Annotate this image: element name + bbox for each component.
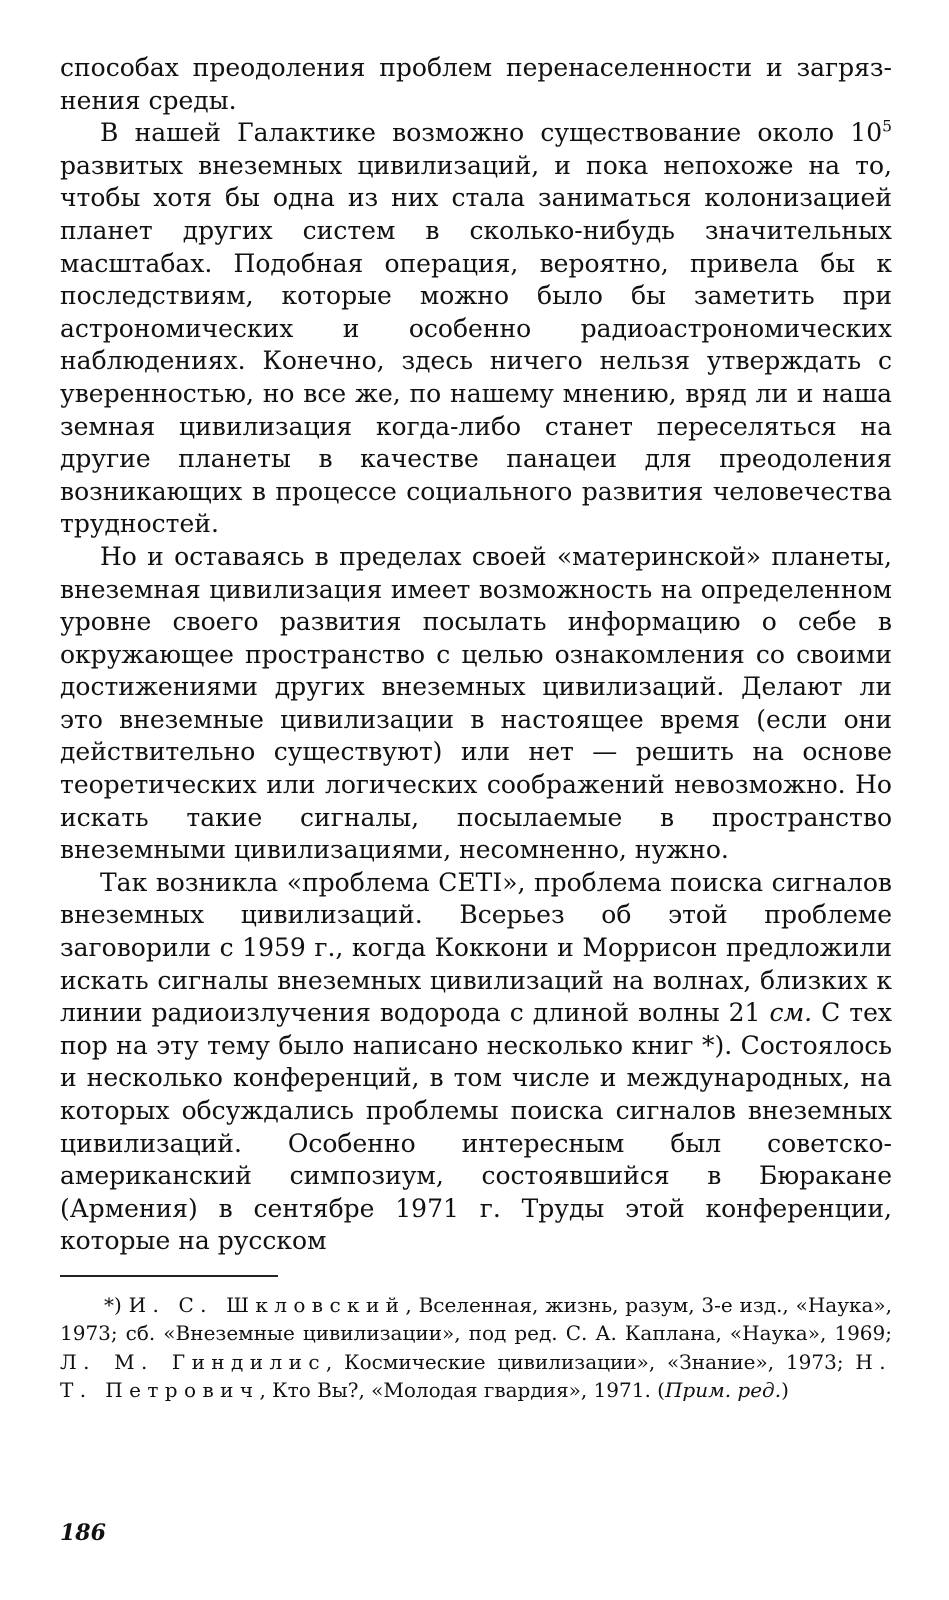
footnote-text: *) И. С. Шкловский, Вселенная, жизнь, разум, 3-е изд., «Наука», 1973; сб. «Внеземные цивилизации», под ред. С. А. Каплана, «Наука», 1969; Л. М. Гиндилис, Космические цивилизации», «Знание», 1973; Н. Т. Петрович, Кто Вы?, «Молодая гвардия», 1971. (Прим. ред.) <box>60 1292 892 1403</box>
paragraph-home-planet: Но и оставаясь в пределах своей «материнской» планеты, внеземная цивилизация имеет возможность на определенном уровне своего развития посылать информацию о себе в окружающее пространство с целью ознакомления со своими достижениями других внеземных цивилизаций. Делают ли это внеземные цивилизации в настоящее время (если они действительно существуют) или нет — решить на основе теоретических или логических соображений невозможно. Но искать такие сигналы, посылаемые в пространство внеземными цивилизациями, несомненно, нужно. <box>60 541 892 865</box>
unit-cm: см. <box>769 998 813 1028</box>
footnote-author: Н. Т. Петрович <box>60 1349 892 1403</box>
footnote-author: И. С. Шкловский <box>128 1292 406 1317</box>
book-page <box>60 52 892 1405</box>
paragraph-galaxy: В нашей Галактике возможно существование около $10^5$ развитых внеземных цивилизаций, и пока непохоже на то, чтобы хотя бы одна из них стала заниматься колонизацией планет других систем в сколько-нибудь значительных масштабах. Подобная операция, вероятно, привела бы к последствиям, которые можно было бы заметить при астрономических и особенно радиоастрономических наблюдениях. Конечно, здесь ничего нельзя утверждать с уверенностью, но все же, по нашему мнению, вряд ли и наша земная цивилизация когда-либо станет переселяться на другие планеты в качестве панацеи для преодоления возникающих в процессе социального развития человечества трудностей. <box>60 117 892 539</box>
page-number: 186 <box>60 1520 106 1546</box>
footnote-author: Л. М. Гиндилис <box>60 1349 326 1374</box>
main-text <box>60 52 892 1258</box>
paragraph-continued: способах преодоления проблем перенаселенности и загрязнения среды. <box>60 53 892 115</box>
paragraph-ceti: Так возникла «проблема CETI», проблема поиска сигналов внеземных цивилизаций. Всерьез об этой проблеме заговорили с 1959 г., когда Коккони и Моррисон предложили искать сигналы внеземных цивилизаций на волнах, близких к линии радиоизлучения водорода с длиной волны 21 см. С тех пор на эту тему было написано несколько книг *). Состоялось и несколько конференций, в том числе и международных, на которых обсуждались проблемы поиска сигналов внеземных цивилизаций. Особенно интересным был советско-американский симпозиум, состоявшийся в Бюракане (Армения) в сентябре 1971 г. Труды этой конференции, которые на русском <box>60 867 892 1256</box>
editor-note: Прим. ред. <box>664 1378 782 1403</box>
footnote <box>60 1291 892 1405</box>
exponent: 5 <box>882 117 892 136</box>
footnote-divider <box>60 1275 278 1277</box>
